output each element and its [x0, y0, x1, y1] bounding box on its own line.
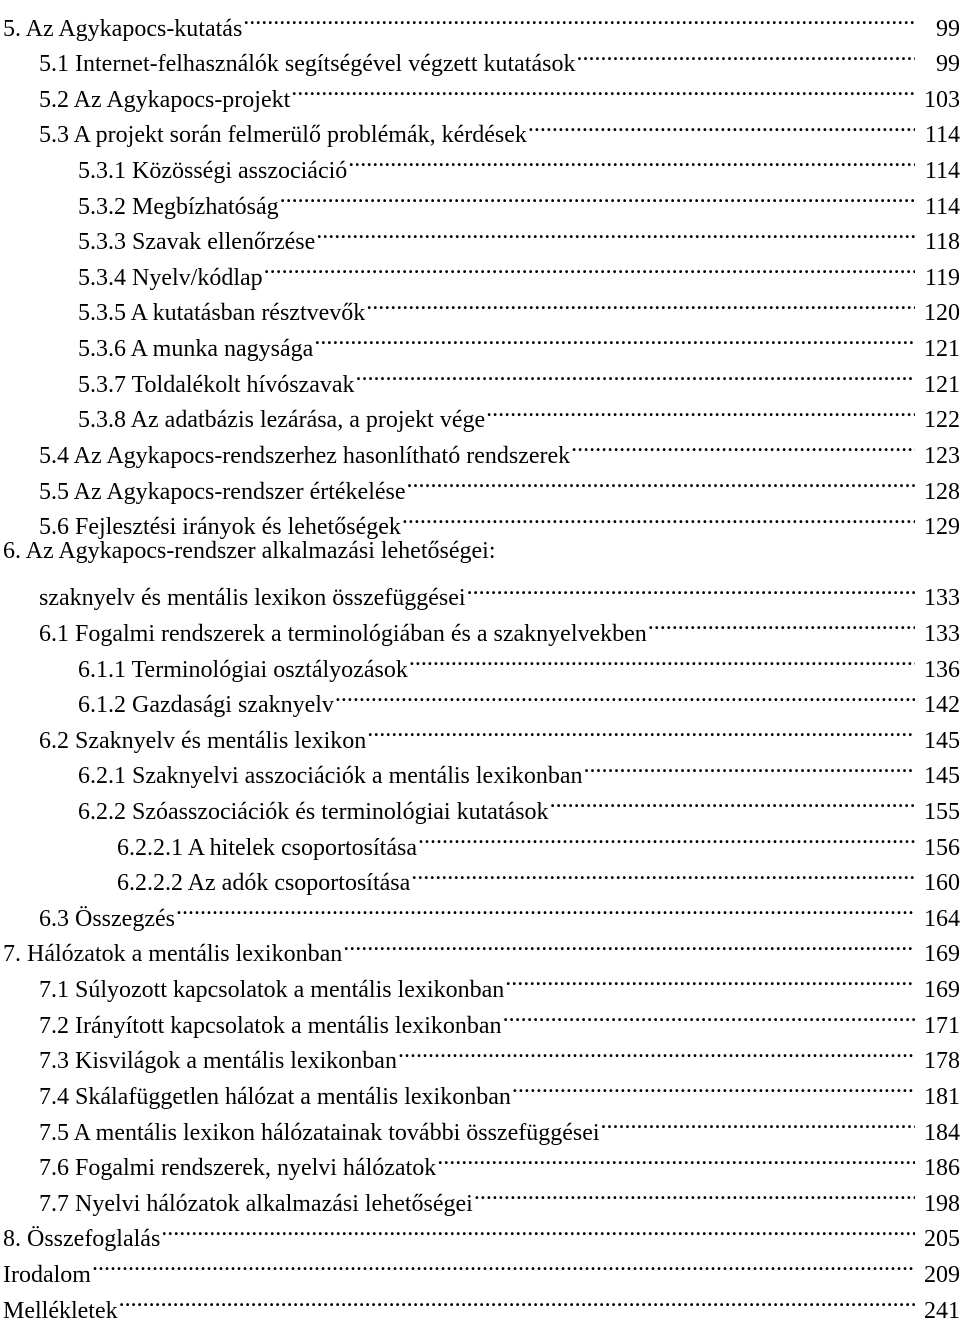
toc-entry-title: 5.3.4 Nyelv/kódlap	[78, 264, 263, 291]
toc-entry[interactable]	[0, 285, 960, 327]
toc-page-number: 186	[924, 1155, 960, 1182]
toc-entry[interactable]	[0, 356, 960, 398]
toc-page-number: 171	[924, 1012, 960, 1039]
toc-entry-title: Mellékletek	[3, 1297, 118, 1324]
toc-entry-title: 5.1 Internet-felhasználók segítségével végzett kutatások	[39, 51, 576, 78]
dot-leader	[474, 1175, 915, 1211]
toc-page-number: 184	[924, 1119, 960, 1146]
toc-entry[interactable]	[0, 1033, 960, 1075]
dot-leader	[528, 107, 915, 143]
toc-entry-title: 6. Az Agykapocs-rendszer alkalmazási lehetőségei:	[3, 538, 496, 565]
toc-entry[interactable]	[0, 677, 960, 719]
toc-entry-title: 6.2.2.2 Az adók csoportosítása	[117, 870, 411, 897]
toc-page-number: 119	[924, 264, 960, 291]
toc-entry[interactable]	[0, 320, 960, 363]
toc-entry-title: 5.4 Az Agykapocs-rendszerhez hasonlítható rendszerek	[39, 442, 571, 469]
toc-page-number: 169	[924, 977, 960, 1004]
toc-entry[interactable]	[0, 214, 960, 256]
toc-page-number: 103	[924, 86, 960, 113]
toc-entry-title: 6.2.1 Szaknyelvi asszociációk a mentális lexikonban	[78, 763, 583, 790]
toc-page-number: 122	[924, 407, 960, 434]
dot-leader	[335, 677, 915, 713]
dot-leader	[291, 71, 915, 107]
dot-leader	[486, 392, 915, 428]
dot-leader	[411, 855, 915, 891]
toc-entry-title: 7.6 Fogalmi rendszerek, nyelvi hálózatok	[39, 1155, 437, 1182]
toc-entry[interactable]	[0, 427, 960, 469]
dot-leader	[92, 1246, 915, 1282]
dot-leader	[119, 1282, 915, 1318]
toc-entry[interactable]	[0, 107, 960, 149]
toc-entry-title: 7.1 Súlyozott kapcsolatok a mentális lexikonban	[39, 977, 505, 1004]
toc-entry[interactable]	[0, 961, 960, 1004]
dot-leader	[176, 890, 915, 926]
toc-entry[interactable]	[0, 1175, 960, 1217]
toc-page-number: 145	[924, 727, 960, 754]
toc-page-number: 178	[924, 1048, 960, 1075]
toc-page-number: 136	[924, 656, 960, 683]
toc-page-number: 145	[924, 763, 960, 790]
toc-page-number: 156	[924, 834, 960, 861]
toc-entry-title: 6.1.1 Terminológiai osztályozások	[78, 656, 408, 683]
toc-entry-title: 6.2.2 Szóasszociációk és terminológiai kutatások	[78, 799, 549, 826]
toc-entry-title: 5.6 Fejlesztési irányok és lehetőségek	[39, 514, 401, 541]
toc-entry[interactable]	[0, 499, 960, 541]
toc-entry[interactable]	[0, 641, 960, 683]
toc-entry[interactable]	[0, 71, 960, 113]
toc-page-number: 155	[924, 799, 960, 826]
toc-entry[interactable]	[0, 605, 960, 647]
toc-entry[interactable]	[0, 463, 960, 505]
toc-page-number: 128	[924, 478, 960, 505]
toc-entry-title: 7.4 Skálafüggetlen hálózat a mentális lexikonban	[39, 1083, 511, 1110]
toc-page-number: 121	[924, 371, 960, 398]
toc-page-number: 133	[924, 620, 960, 647]
dot-leader	[576, 36, 915, 72]
toc-page-number: 114	[924, 193, 960, 220]
toc-entry[interactable]	[0, 1104, 960, 1146]
dot-leader	[648, 605, 915, 641]
toc-page-number: 114	[924, 122, 960, 149]
toc-entry[interactable]	[0, 1068, 960, 1110]
toc-page-number: 121	[924, 336, 960, 363]
toc-entry[interactable]	[0, 1211, 960, 1253]
toc-entry-title: 5.3.1 Közösségi asszociáció	[78, 158, 348, 185]
toc-entry-title: 6.2 Szaknyelv és mentális lexikon	[39, 727, 367, 754]
toc-entry[interactable]	[0, 855, 960, 897]
dot-leader	[402, 499, 915, 535]
toc-entry-title: 5.3.7 Toldalékolt hívószavak	[78, 371, 355, 398]
toc-entry-title: 6.2.2.1 A hitelek csoportosítása	[117, 834, 417, 861]
toc-entry[interactable]	[0, 534, 960, 570]
dot-leader	[418, 819, 915, 855]
toc-page-number: 241	[924, 1297, 960, 1324]
toc-page-number: 169	[924, 941, 960, 968]
toc-entry[interactable]	[0, 570, 960, 612]
toc-entry-title: 7. Hálózatok a mentális lexikonban	[3, 941, 343, 968]
toc-page-number: 209	[924, 1261, 960, 1288]
toc-entry-title: 6.1 Fogalmi rendszerek a terminológiában és a szaknyelvekben	[39, 620, 647, 647]
toc-entry-title: 5.3.6 A munka nagysága	[78, 336, 314, 363]
toc-entry-title: 7.2 Irányított kapcsolatok a mentális lexikonban	[39, 1012, 502, 1039]
toc-entry-title: 6.3 Összegzés	[39, 905, 175, 932]
toc-entry[interactable]	[0, 249, 960, 291]
dot-leader	[512, 1068, 915, 1104]
dot-leader	[314, 320, 915, 356]
toc-page-number: 120	[924, 300, 960, 327]
dot-leader	[571, 427, 915, 463]
toc-page-number: 123	[924, 442, 960, 469]
toc-entry[interactable]	[0, 712, 960, 754]
dot-leader	[366, 285, 915, 321]
toc-entry-title: 7.7 Nyelvi hálózatok alkalmazási lehetőségei	[39, 1190, 473, 1217]
toc-entry[interactable]	[0, 890, 960, 932]
toc-entry[interactable]	[0, 0, 960, 42]
toc-entry[interactable]	[0, 1246, 960, 1288]
dot-leader	[343, 926, 915, 962]
toc-entry-title: 5.3 A projekt során felmerülő problémák, kérdések	[39, 122, 527, 149]
toc-page-number: 99	[936, 51, 960, 78]
toc-page-number: 181	[924, 1083, 960, 1110]
toc-page-number: 164	[924, 905, 960, 932]
toc-entry-title: 7.3 Kisvilágok a mentális lexikonban	[39, 1048, 397, 1075]
toc-entry-title: Irodalom	[3, 1261, 91, 1288]
dot-leader	[264, 249, 915, 285]
toc-entry[interactable]	[0, 926, 960, 968]
toc-entry[interactable]	[0, 748, 960, 790]
dot-leader	[467, 570, 915, 606]
toc-entry-title: 5.2 Az Agykapocs-projekt	[39, 86, 291, 113]
toc-entry[interactable]	[0, 783, 960, 826]
dot-leader	[367, 712, 915, 748]
dot-leader	[409, 641, 915, 677]
toc-page-number: 205	[924, 1226, 960, 1253]
toc-entry-title: 5.3.8 Az adatbázis lezárása, a projekt vége	[78, 407, 486, 434]
toc-entry[interactable]	[0, 392, 960, 434]
toc-entry[interactable]	[0, 819, 960, 861]
toc-page-number: 133	[924, 585, 960, 612]
dot-leader	[601, 1104, 915, 1140]
toc-entry-title: 5. Az Agykapocs-kutatás	[3, 15, 243, 42]
toc-entry-title: 7.5 A mentális lexikon hálózatainak további összefüggései	[39, 1119, 600, 1146]
toc-entry-title: 5.3.2 Megbízhatóság	[78, 193, 279, 220]
dot-leader	[407, 463, 915, 499]
toc-entry[interactable]	[0, 142, 960, 185]
dot-leader	[280, 178, 915, 214]
dot-leader	[243, 0, 915, 36]
dot-leader	[584, 748, 915, 784]
toc-entry[interactable]	[0, 997, 960, 1039]
toc-entry-title: szaknyelv és mentális lexikon összefüggései	[39, 585, 466, 612]
dot-leader	[550, 783, 915, 819]
toc-entry-title: 5.3.5 A kutatásban résztvevők	[78, 300, 366, 327]
toc-entry-title: 5.5 Az Agykapocs-rendszer értékelése	[39, 478, 406, 505]
toc-page-number: 118	[924, 229, 960, 256]
toc-page-number: 114	[924, 158, 960, 185]
toc-entry[interactable]	[0, 36, 960, 78]
toc-page-number: 198	[924, 1190, 960, 1217]
dot-leader	[356, 356, 916, 392]
toc-page-number: 142	[924, 692, 960, 719]
toc-entry[interactable]	[0, 1282, 960, 1324]
dot-leader	[161, 1211, 915, 1247]
dot-leader	[316, 214, 915, 250]
dot-leader	[505, 961, 915, 997]
toc-entry-title: 6.1.2 Gazdasági szaknyelv	[78, 692, 334, 719]
toc-entry-title: 5.3.3 Szavak ellenőrzése	[78, 229, 316, 256]
toc-page-number: 160	[924, 870, 960, 897]
dot-leader	[348, 142, 915, 178]
toc-entry[interactable]	[0, 1140, 960, 1182]
dot-leader	[437, 1140, 915, 1176]
dot-leader	[398, 1033, 915, 1069]
toc-entry-title: 8. Összefoglalás	[3, 1226, 161, 1253]
dot-leader	[503, 997, 915, 1033]
toc-page-number: 129	[924, 514, 960, 541]
toc-page-number: 99	[936, 15, 960, 42]
toc-entry[interactable]	[0, 178, 960, 220]
